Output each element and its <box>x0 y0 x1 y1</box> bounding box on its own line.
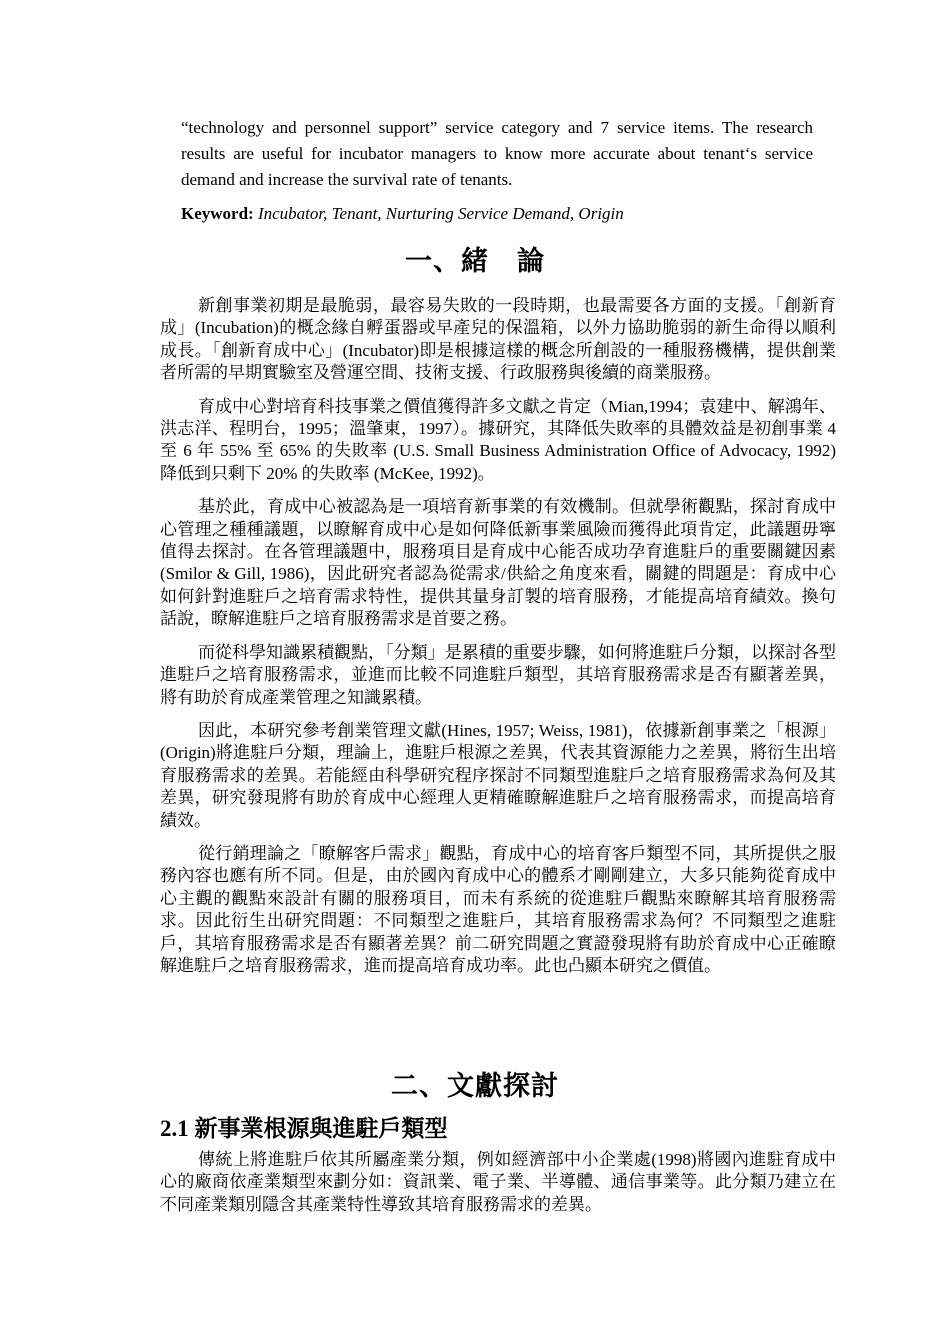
abstract-text: “technology and personnel support” service category and 7 service items. The research results are useful for incubator managers to know more accurate about tenant‘s service demand and increase the survival rate of tenants. <box>181 118 813 189</box>
section-2-body <box>160 1149 836 1227</box>
subsection-title: 2.1 新事業根源與進駐戶類型 <box>160 1116 448 1141</box>
paragraph: 育成中心對培育科技事業之價值獲得許多文獻之肯定（Mian,1994；袁建中、解鴻年、洪志洋、程明台，1995；溫肇東，1997）。據研究，其降低失敗率的具體效益是初創事業 4 至 6 年 55% 至 65% 的失敗率 (U.S. Small Business Administration Office of Advocacy, 1992) 降低到只剩下 20% 的失敗率 (McKee, 1992)。 <box>160 396 836 483</box>
keyword-list: Incubator, Tenant, Nurturing Service Demand, Origin <box>257 204 624 223</box>
section-1-title: 一、緒 論 <box>405 246 545 276</box>
keyword-label: Keyword: <box>181 204 254 223</box>
section-1-body <box>160 295 836 988</box>
paragraph: 因此，本研究參考創業管理文獻(Hines, 1957; Weiss, 1981)，依據新創事業之「根源」(Origin)將進駐戶分類，理論上，進駐戶根源之差異，代表其資源能力之差異，將衍生出培育服務需求的差異。若能經由科學研究程序探討不同類型進駐戶之培育服務需求為何及其差異，研究發現將有助於育成中心經理人更精確瞭解進駐戶之培育服務需求，而提高培育績效。 <box>160 720 836 830</box>
paragraph: 基於此，育成中心被認為是一項培育新事業的有效機制。但就學術觀點，探討育成中心管理之種種議題，以瞭解育成中心是如何降低新事業風險而獲得此項肯定，此議題毋寧值得去探討。在各管理議題中，服務項目是育成中心能否成功孕育進駐戶的重要關鍵因素(Smilor & Gill, 1986)，因此研究者認為從需求/供給之角度來看，關鍵的問題是：育成中心如何針對進駐戶之培育需求特性，提供其量身訂製的培育服務，才能提高培育績效。換句話說，瞭解進駐戶之培育服務需求是首要之務。 <box>160 497 836 629</box>
paragraph: 傳統上將進駐戶依其所屬產業分類，例如經濟部中小企業處(1998)將國內進駐育成中心的廠商依產業類型來劃分如：資訊業、電子業、半導體、通信事業等。此分類乃建立在不同產業類別隱含其產業特性導致其培育服務需求的差異。 <box>160 1150 836 1214</box>
paragraph: 而從科學知識累積觀點，「分類」是累積的重要步驟，如何將進駐戶分類，以探討各型進駐戶之培育服務需求，並進而比較不同進駐戶類型，其培育服務需求是否有顯著差異，將有助於育成產業管理之知識累積。 <box>160 642 836 707</box>
paragraph: 新創事業初期是最脆弱，最容易失敗的一段時期，也最需要各方面的支援。「創新育成」(Incubation)的概念緣自孵蛋器或早產兒的保溫箱，以外力協助脆弱的新生命得以順利成長。「創新育成中心」(Incubator)即是根據這樣的概念所創設的一種服務機構，提供創業者所需的早期實驗室及營運空間、技術支援、行政服務與後續的商業服務。 <box>160 296 836 383</box>
section-2-title: 二、文獻探討 <box>391 1071 559 1101</box>
keywords-line <box>181 201 821 227</box>
paragraph: 從行銷理論之「瞭解客戶需求」觀點，育成中心的培育客戶類型不同，其所提供之服務內容也應有所不同。但是，由於國內育成中心的體系才剛剛建立，大多只能夠從育成中心主觀的觀點來設計有關的服務項目，而未有系統的從進駐戶觀點來瞭解其培育服務需求。因此衍生出研究問題：不同類型之進駐戶，其培育服務需求為何？不同類型之進駐戶，其培育服務需求是否有顯著差異？前二研究問題之實證發現將有助於育成中心正確瞭解進駐戶之培育服務需求，進而提高培育成功率。此也凸顯本研究之價值。 <box>160 843 836 975</box>
